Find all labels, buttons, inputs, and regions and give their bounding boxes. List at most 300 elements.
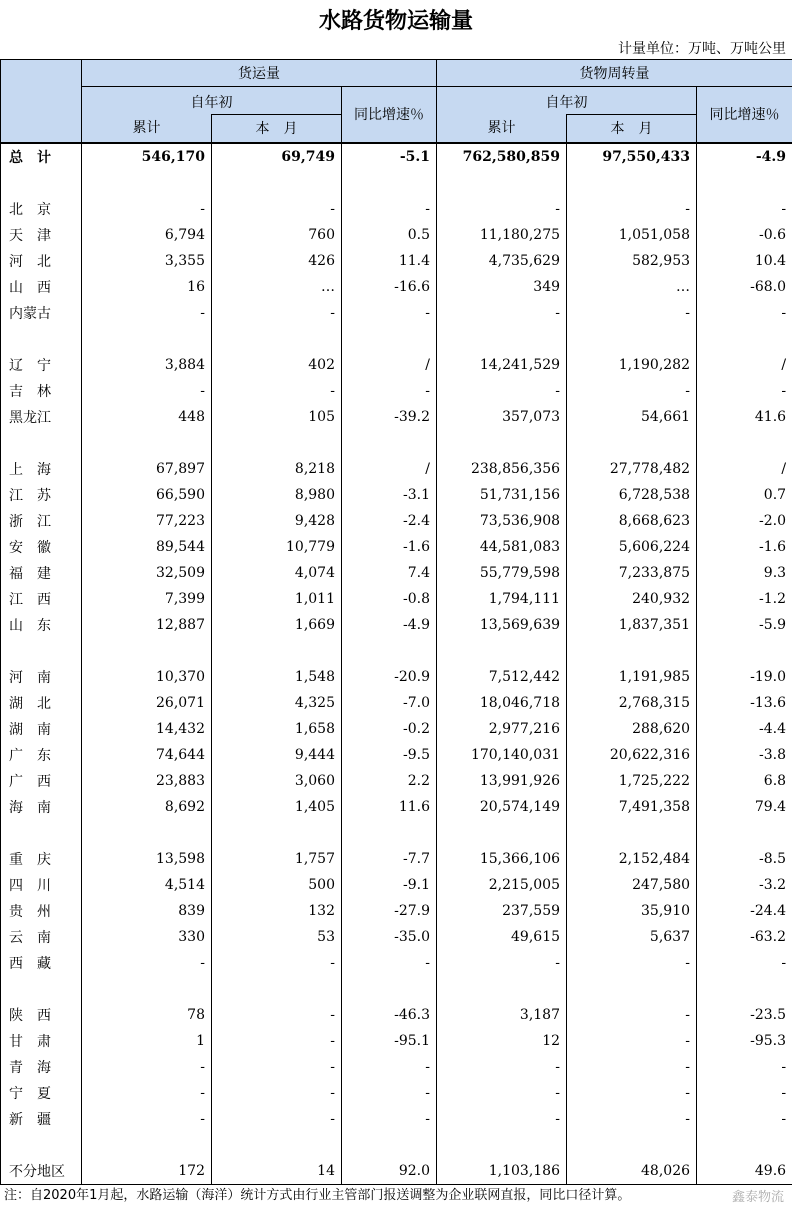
value-cell: -0.8	[342, 586, 437, 612]
freight-header: 货运量	[82, 60, 437, 87]
value-cell: 237,559	[437, 898, 567, 924]
region-name: 海 南	[1, 794, 82, 820]
region-name: 天 津	[1, 222, 82, 248]
value-cell: -1.2	[697, 586, 792, 612]
turnover-ytd-header: 自年初	[437, 87, 697, 115]
value-cell: -	[567, 1106, 697, 1132]
value-cell: …	[212, 274, 342, 300]
value-cell: -39.2	[342, 404, 437, 430]
value-cell: 4,735,629	[437, 248, 567, 274]
region-name: 贵 州	[1, 898, 82, 924]
value-cell: -7.0	[342, 690, 437, 716]
value-cell: -1.6	[697, 534, 792, 560]
region-name: 湖 北	[1, 690, 82, 716]
value-cell: -	[82, 1080, 212, 1106]
value-cell: 760	[212, 222, 342, 248]
value-cell: 3,060	[212, 768, 342, 794]
spacer-cell	[697, 820, 792, 846]
value-cell: -	[82, 950, 212, 976]
value-cell: 132	[212, 898, 342, 924]
value-cell: 4,325	[212, 690, 342, 716]
value-cell: 9,428	[212, 508, 342, 534]
value-cell: 11.4	[342, 248, 437, 274]
value-cell: -	[567, 1054, 697, 1080]
value-cell: 79.4	[697, 794, 792, 820]
value-cell: 12	[437, 1028, 567, 1054]
value-cell: 11,180,275	[437, 222, 567, 248]
value-cell: 27,778,482	[567, 456, 697, 482]
value-cell: 14	[212, 1158, 342, 1185]
region-name: 山 东	[1, 612, 82, 638]
value-cell: 7.4	[342, 560, 437, 586]
value-cell: 1,051,058	[567, 222, 697, 248]
value-cell: 14,432	[82, 716, 212, 742]
value-cell: 6,728,538	[567, 482, 697, 508]
value-cell: 13,569,639	[437, 612, 567, 638]
table-row	[1, 482, 792, 508]
value-cell: -	[212, 1080, 342, 1106]
spacer-cell	[437, 638, 567, 664]
value-cell: 9.3	[697, 560, 792, 586]
value-cell: -	[437, 300, 567, 326]
turnover-cumulative-header: 累计	[437, 115, 567, 143]
table-row	[1, 898, 792, 924]
table-row	[1, 1002, 792, 1028]
region-name: 云 南	[1, 924, 82, 950]
spacer-cell	[437, 170, 567, 196]
value-cell: 2.2	[342, 768, 437, 794]
value-cell: -	[437, 950, 567, 976]
table-row	[1, 768, 792, 794]
value-cell: -0.2	[342, 716, 437, 742]
table-row	[1, 1080, 792, 1106]
value-cell: -	[567, 1028, 697, 1054]
spacer-cell	[697, 326, 792, 352]
value-cell: 448	[82, 404, 212, 430]
spacer-row	[1, 976, 792, 1002]
value-cell: 349	[437, 274, 567, 300]
region-name: 新 疆	[1, 1106, 82, 1132]
value-cell: 73,536,908	[437, 508, 567, 534]
value-cell: 12,887	[82, 612, 212, 638]
value-cell: 1,757	[212, 846, 342, 872]
region-name: 黑龙江	[1, 404, 82, 430]
spacer-cell	[342, 638, 437, 664]
value-cell: -	[437, 378, 567, 404]
value-cell: 97,550,433	[567, 143, 697, 170]
value-cell: -	[567, 300, 697, 326]
value-cell: -3.2	[697, 872, 792, 898]
spacer-cell	[342, 820, 437, 846]
value-cell: 10.4	[697, 248, 792, 274]
value-cell: -	[697, 196, 792, 222]
region-name: 陕 西	[1, 1002, 82, 1028]
value-cell: -24.4	[697, 898, 792, 924]
value-cell: 3,884	[82, 352, 212, 378]
value-cell: -	[697, 1054, 792, 1080]
turnover-month-header: 本 月	[567, 115, 697, 143]
value-cell: -46.3	[342, 1002, 437, 1028]
value-cell: 7,233,875	[567, 560, 697, 586]
value-cell: 170,140,031	[437, 742, 567, 768]
spacer-cell	[567, 976, 697, 1002]
value-cell: 53	[212, 924, 342, 950]
spacer-row	[1, 170, 792, 196]
value-cell: -	[342, 950, 437, 976]
table-row	[1, 794, 792, 820]
value-cell: …	[567, 274, 697, 300]
spacer-cell	[697, 638, 792, 664]
table-row	[1, 872, 792, 898]
value-cell: -	[567, 950, 697, 976]
spacer-cell	[567, 326, 697, 352]
spacer-cell	[212, 820, 342, 846]
table-row	[1, 222, 792, 248]
table-row	[1, 352, 792, 378]
value-cell: -19.0	[697, 664, 792, 690]
value-cell: -5.9	[697, 612, 792, 638]
value-cell: 1,011	[212, 586, 342, 612]
value-cell: -	[82, 300, 212, 326]
value-cell: 2,152,484	[567, 846, 697, 872]
value-cell: 1,191,985	[567, 664, 697, 690]
spacer-cell	[697, 170, 792, 196]
value-cell: 44,581,083	[437, 534, 567, 560]
value-cell: -3.8	[697, 742, 792, 768]
value-cell: -	[437, 1080, 567, 1106]
region-header-cell	[1, 60, 82, 143]
value-cell: -4.9	[342, 612, 437, 638]
value-cell: -1.6	[342, 534, 437, 560]
spacer-cell	[342, 1132, 437, 1158]
spacer-cell	[1, 326, 82, 352]
spacer-cell	[82, 976, 212, 1002]
table-row	[1, 742, 792, 768]
value-cell: -	[697, 950, 792, 976]
value-cell: -	[437, 1106, 567, 1132]
value-cell: 839	[82, 898, 212, 924]
freight-ytd-header: 自年初	[82, 87, 342, 115]
spacer-cell	[697, 1132, 792, 1158]
value-cell: 500	[212, 872, 342, 898]
value-cell: -4.4	[697, 716, 792, 742]
spacer-row	[1, 326, 792, 352]
value-cell: 13,991,926	[437, 768, 567, 794]
value-cell: -23.5	[697, 1002, 792, 1028]
region-name: 上 海	[1, 456, 82, 482]
region-name: 湖 南	[1, 716, 82, 742]
value-cell: -27.9	[342, 898, 437, 924]
value-cell: 402	[212, 352, 342, 378]
value-cell: 77,223	[82, 508, 212, 534]
value-cell: 49.6	[697, 1158, 792, 1185]
value-cell: 35,910	[567, 898, 697, 924]
value-cell: 49,615	[437, 924, 567, 950]
spacer-cell	[82, 170, 212, 196]
value-cell: 762,580,859	[437, 143, 567, 170]
value-cell: -8.5	[697, 846, 792, 872]
freight-month-header: 本 月	[212, 115, 342, 143]
spacer-cell	[1, 1132, 82, 1158]
region-name: 宁 夏	[1, 1080, 82, 1106]
value-cell: 4,514	[82, 872, 212, 898]
region-name: 西 藏	[1, 950, 82, 976]
value-cell: -	[82, 196, 212, 222]
value-cell: 1,190,282	[567, 352, 697, 378]
value-cell: 15,366,106	[437, 846, 567, 872]
value-cell: 7,491,358	[567, 794, 697, 820]
region-name: 甘 肃	[1, 1028, 82, 1054]
value-cell: 426	[212, 248, 342, 274]
value-cell: -35.0	[342, 924, 437, 950]
value-cell: -3.1	[342, 482, 437, 508]
spacer-cell	[212, 326, 342, 352]
turnover-header: 货物周转量	[437, 60, 792, 87]
value-cell: 41.6	[697, 404, 792, 430]
value-cell: -9.1	[342, 872, 437, 898]
value-cell: 16	[82, 274, 212, 300]
table-row	[1, 664, 792, 690]
value-cell: 8,692	[82, 794, 212, 820]
value-cell: 7,399	[82, 586, 212, 612]
table-row	[1, 846, 792, 872]
value-cell: -	[212, 1028, 342, 1054]
table-row	[1, 1028, 792, 1054]
value-cell: -	[342, 378, 437, 404]
spacer-cell	[567, 820, 697, 846]
value-cell: -13.6	[697, 690, 792, 716]
value-cell: 0.5	[342, 222, 437, 248]
value-cell: 74,644	[82, 742, 212, 768]
spacer-cell	[567, 170, 697, 196]
value-cell: -	[567, 1080, 697, 1106]
spacer-cell	[437, 820, 567, 846]
table-row	[1, 924, 792, 950]
table-row	[1, 300, 792, 326]
table-row	[1, 404, 792, 430]
value-cell: -	[82, 1054, 212, 1080]
spacer-cell	[437, 430, 567, 456]
spacer-cell	[567, 1132, 697, 1158]
value-cell: 3,187	[437, 1002, 567, 1028]
value-cell: 10,370	[82, 664, 212, 690]
spacer-cell	[567, 430, 697, 456]
region-name: 广 西	[1, 768, 82, 794]
value-cell: 6,794	[82, 222, 212, 248]
region-name: 广 东	[1, 742, 82, 768]
value-cell: 2,215,005	[437, 872, 567, 898]
value-cell: 546,170	[82, 143, 212, 170]
value-cell: -16.6	[342, 274, 437, 300]
value-cell: 1,405	[212, 794, 342, 820]
value-cell: 14,241,529	[437, 352, 567, 378]
value-cell: 8,668,623	[567, 508, 697, 534]
value-cell: 20,622,316	[567, 742, 697, 768]
table-row	[1, 534, 792, 560]
value-cell: 330	[82, 924, 212, 950]
value-cell: -0.6	[697, 222, 792, 248]
value-cell: -4.9	[697, 143, 792, 170]
spacer-cell	[82, 326, 212, 352]
value-cell: 357,073	[437, 404, 567, 430]
table-row	[1, 274, 792, 300]
spacer-cell	[567, 638, 697, 664]
value-cell: 89,544	[82, 534, 212, 560]
spacer-cell	[437, 326, 567, 352]
table-row	[1, 586, 792, 612]
value-cell: -	[212, 300, 342, 326]
spacer-cell	[212, 170, 342, 196]
value-cell: -	[567, 1002, 697, 1028]
table-row	[1, 248, 792, 274]
value-cell: 4,074	[212, 560, 342, 586]
value-cell: 55,779,598	[437, 560, 567, 586]
turnover-yoy-header: 同比增速％	[697, 87, 792, 143]
value-cell: 32,509	[82, 560, 212, 586]
spacer-cell	[1, 820, 82, 846]
value-cell: 0.7	[697, 482, 792, 508]
region-name: 河 南	[1, 664, 82, 690]
value-cell: 8,980	[212, 482, 342, 508]
value-cell: 8,218	[212, 456, 342, 482]
value-cell: -	[82, 378, 212, 404]
value-cell: 54,661	[567, 404, 697, 430]
value-cell: -	[342, 196, 437, 222]
table-row	[1, 196, 792, 222]
value-cell: -9.5	[342, 742, 437, 768]
value-cell: /	[342, 352, 437, 378]
value-cell: 3,355	[82, 248, 212, 274]
table-row	[1, 143, 792, 170]
value-cell: -	[342, 1054, 437, 1080]
value-cell: 582,953	[567, 248, 697, 274]
region-name: 江 西	[1, 586, 82, 612]
spacer-cell	[1, 976, 82, 1002]
value-cell: -	[697, 300, 792, 326]
value-cell: 67,897	[82, 456, 212, 482]
value-cell: -	[567, 196, 697, 222]
region-name: 吉 林	[1, 378, 82, 404]
spacer-cell	[1, 430, 82, 456]
table-row	[1, 1106, 792, 1132]
value-cell: -68.0	[697, 274, 792, 300]
value-cell: -	[342, 1106, 437, 1132]
value-cell: 247,580	[567, 872, 697, 898]
value-cell: 7,512,442	[437, 664, 567, 690]
region-name: 不分地区	[1, 1158, 82, 1185]
spacer-cell	[82, 820, 212, 846]
value-cell: 5,637	[567, 924, 697, 950]
value-cell: 1,669	[212, 612, 342, 638]
value-cell: 51,731,156	[437, 482, 567, 508]
value-cell: 1,725,222	[567, 768, 697, 794]
value-cell: -	[567, 378, 697, 404]
value-cell: 288,620	[567, 716, 697, 742]
value-cell: -5.1	[342, 143, 437, 170]
table-row	[1, 612, 792, 638]
spacer-row	[1, 820, 792, 846]
value-cell: -2.0	[697, 508, 792, 534]
value-cell: 10,779	[212, 534, 342, 560]
table-row	[1, 690, 792, 716]
table-row	[1, 508, 792, 534]
value-cell: -	[82, 1106, 212, 1132]
value-cell: 20,574,149	[437, 794, 567, 820]
value-cell: 1,837,351	[567, 612, 697, 638]
value-cell: 2,977,216	[437, 716, 567, 742]
region-name: 浙 江	[1, 508, 82, 534]
value-cell: 78	[82, 1002, 212, 1028]
spacer-cell	[212, 1132, 342, 1158]
freight-table	[0, 59, 792, 1185]
spacer-cell	[1, 638, 82, 664]
value-cell: 9,444	[212, 742, 342, 768]
value-cell: 1,548	[212, 664, 342, 690]
value-cell: -	[697, 378, 792, 404]
spacer-cell	[697, 430, 792, 456]
spacer-cell	[212, 976, 342, 1002]
table-row	[1, 1054, 792, 1080]
value-cell: 92.0	[342, 1158, 437, 1185]
value-cell: -95.1	[342, 1028, 437, 1054]
value-cell: -95.3	[697, 1028, 792, 1054]
value-cell: 13,598	[82, 846, 212, 872]
value-cell: 1,794,111	[437, 586, 567, 612]
region-name: 四 川	[1, 872, 82, 898]
value-cell: -	[212, 950, 342, 976]
region-name: 内蒙古	[1, 300, 82, 326]
spacer-row	[1, 430, 792, 456]
value-cell: -	[697, 1106, 792, 1132]
value-cell: -	[212, 196, 342, 222]
value-cell: /	[697, 352, 792, 378]
value-cell: 18,046,718	[437, 690, 567, 716]
value-cell: /	[342, 456, 437, 482]
value-cell: 240,932	[567, 586, 697, 612]
region-name: 福 建	[1, 560, 82, 586]
value-cell: 172	[82, 1158, 212, 1185]
region-name: 山 西	[1, 274, 82, 300]
value-cell: -	[212, 1002, 342, 1028]
value-cell: -	[697, 1080, 792, 1106]
value-cell: -7.7	[342, 846, 437, 872]
table-body	[1, 143, 792, 1185]
value-cell: -	[342, 1080, 437, 1106]
value-cell: -	[342, 300, 437, 326]
spacer-cell	[342, 326, 437, 352]
spacer-cell	[342, 430, 437, 456]
table-row	[1, 1158, 792, 1185]
value-cell: 48,026	[567, 1158, 697, 1185]
spacer-cell	[437, 976, 567, 1002]
spacer-cell	[697, 976, 792, 1002]
freight-cumulative-header: 累计	[82, 115, 212, 143]
table-row	[1, 716, 792, 742]
table-row	[1, 456, 792, 482]
value-cell: -63.2	[697, 924, 792, 950]
table-row	[1, 378, 792, 404]
value-cell: 1,658	[212, 716, 342, 742]
value-cell: /	[697, 456, 792, 482]
value-cell: 238,856,356	[437, 456, 567, 482]
spacer-cell	[212, 430, 342, 456]
value-cell: -20.9	[342, 664, 437, 690]
value-cell: -	[212, 1054, 342, 1080]
value-cell: -	[437, 196, 567, 222]
value-cell: -	[212, 1106, 342, 1132]
region-name: 重 庆	[1, 846, 82, 872]
spacer-cell	[82, 1132, 212, 1158]
